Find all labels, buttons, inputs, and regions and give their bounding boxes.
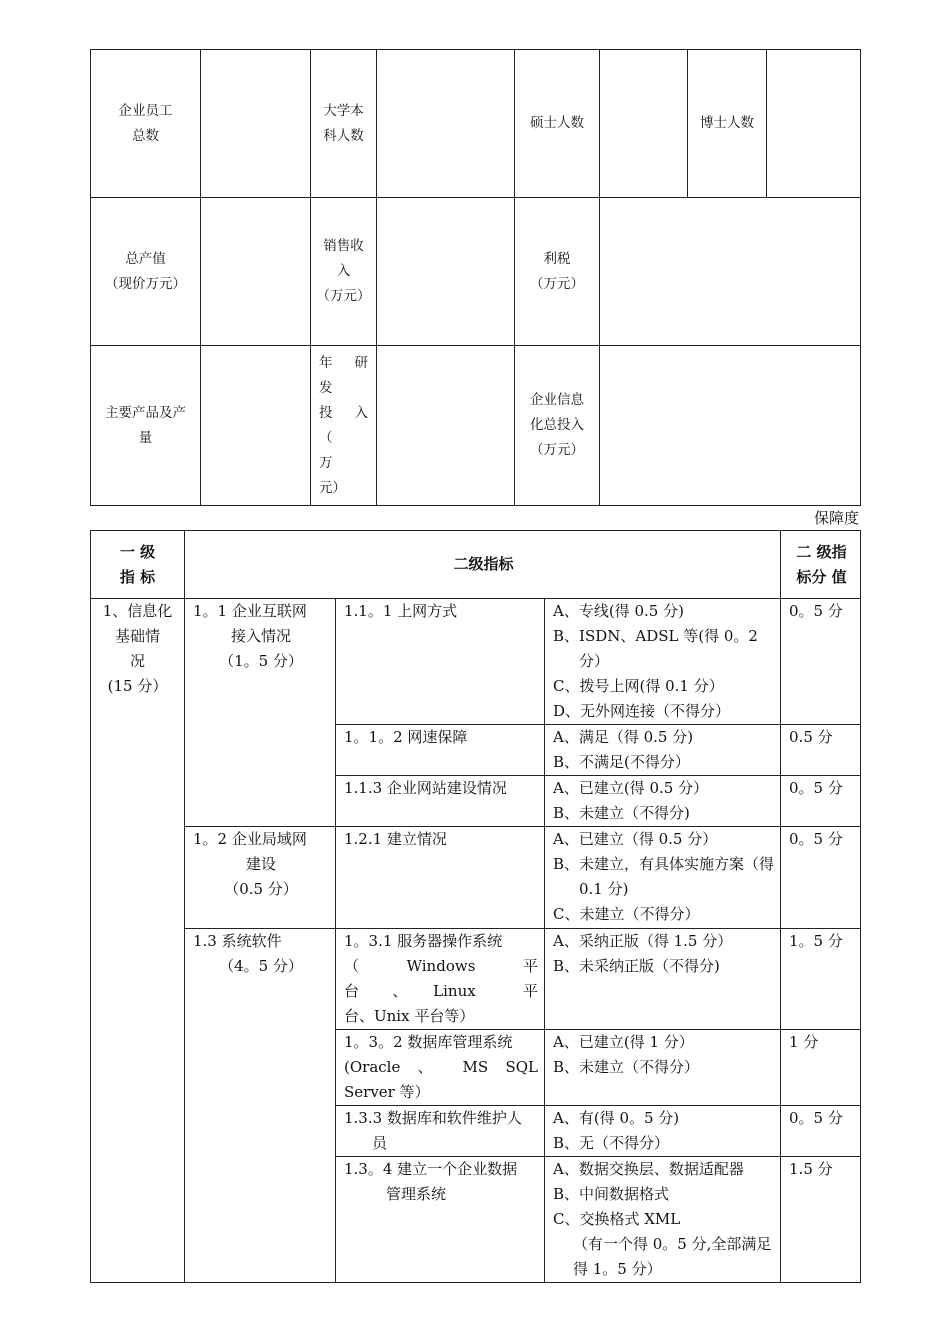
tax-value: [600, 198, 861, 346]
item-name: 1.2.1 建立情况: [336, 827, 545, 929]
group-title: 1。2 企业局域网 建设 （0.5 分）: [185, 827, 336, 929]
enterprise-info-table: [90, 49, 861, 506]
header-level1: 一 级 指 标: [91, 531, 185, 599]
item-options: A、数据交换层、数据适配器 B、中间数据格式 C、交换格式 XML （有一个得 0。5 分,全部满足得 1。5 分）: [545, 1157, 781, 1283]
item-score: 0。5 分: [781, 827, 861, 929]
sales-revenue-label: 销售收 入 （万元）: [311, 198, 377, 346]
rd-investment-value: [377, 346, 515, 506]
staff-total-value: [201, 50, 311, 198]
it-investment-value: [600, 346, 861, 506]
item-options: A、已建立（得 0.5 分） B、未建立，有具体实施方案（得 0.1 分) C、未建立（不得分）: [545, 827, 781, 929]
it-investment-label: 企业信息 化总投入 （万元）: [515, 346, 600, 506]
item-score: 1.5 分: [781, 1157, 861, 1283]
staff-total-label: 企业员工 总数: [91, 50, 201, 198]
sales-revenue-value: [377, 198, 515, 346]
table-caption: 保障度: [813, 509, 859, 527]
tax-label: 利税 （万元）: [515, 198, 600, 346]
level1-indicator: 1、信息化 基础情 况 (15 分）: [91, 599, 185, 1283]
main-products-value: [201, 346, 311, 506]
item-score: 0。5 分: [781, 1106, 861, 1157]
item-name: 1.1。1 上网方式: [336, 599, 545, 725]
item-options: A、专线(得 0.5 分) B、ISDN、ADSL 等(得 0。2 分） C、拨号上网(得 0.1 分） D、无外网连接（不得分）: [545, 599, 781, 725]
item-options: A、采纳正版（得 1.5 分） B、未采纳正版（不得分): [545, 929, 781, 1030]
item-options: A、已建立(得 1 分） B、未建立（不得分）: [545, 1030, 781, 1106]
item-name: 1.1.3 企业网站建设情况: [336, 776, 545, 827]
item-options: A、有(得 0。5 分) B、无（不得分）: [545, 1106, 781, 1157]
index-table: [90, 530, 861, 1283]
item-name: 1。3.1 服务器操作系统 （ Windows 平 台 、 Linux 平 台、Unix 平台等）: [336, 929, 545, 1030]
master-count-label: 硕士人数: [515, 50, 600, 198]
item-name: 1.3.3 数据库和软件维护人 员: [336, 1106, 545, 1157]
rd-investment-label: 年 研 发 投入 （ 万 元）: [311, 346, 377, 506]
item-score: 0。5 分: [781, 599, 861, 725]
master-count-value: [600, 50, 688, 198]
group-title: 1。1 企业互联网 接入情况 （1。5 分）: [185, 599, 336, 827]
item-score: 1。5 分: [781, 929, 861, 1030]
item-score: 0.5 分: [781, 725, 861, 776]
group-title: 1.3 系统软件 （4。5 分）: [185, 929, 336, 1283]
item-score: 0。5 分: [781, 776, 861, 827]
header-score: 二 级指 标分 值: [781, 531, 861, 599]
main-products-label: 主要产品及产 量: [91, 346, 201, 506]
item-score: 1 分: [781, 1030, 861, 1106]
bachelor-count-label: 大学本 科人数: [311, 50, 377, 198]
bachelor-count-value: [377, 50, 515, 198]
item-options: A、满足（得 0.5 分) B、不满足(不得分）: [545, 725, 781, 776]
header-level2: 二级指标: [185, 531, 781, 599]
phd-count-label: 博士人数: [688, 50, 767, 198]
phd-count-value: [767, 50, 861, 198]
item-options: A、已建立(得 0.5 分） B、未建立（不得分): [545, 776, 781, 827]
gross-output-label: 总产值 （现价万元）: [91, 198, 201, 346]
item-name: 1.3。4 建立一个企业数据 管理系统: [336, 1157, 545, 1283]
item-name: 1。3。2 数据库管理系统 (Oracle 、 MS SQL Server 等）: [336, 1030, 545, 1106]
item-name: 1。1。2 网速保障: [336, 725, 545, 776]
gross-output-value: [201, 198, 311, 346]
